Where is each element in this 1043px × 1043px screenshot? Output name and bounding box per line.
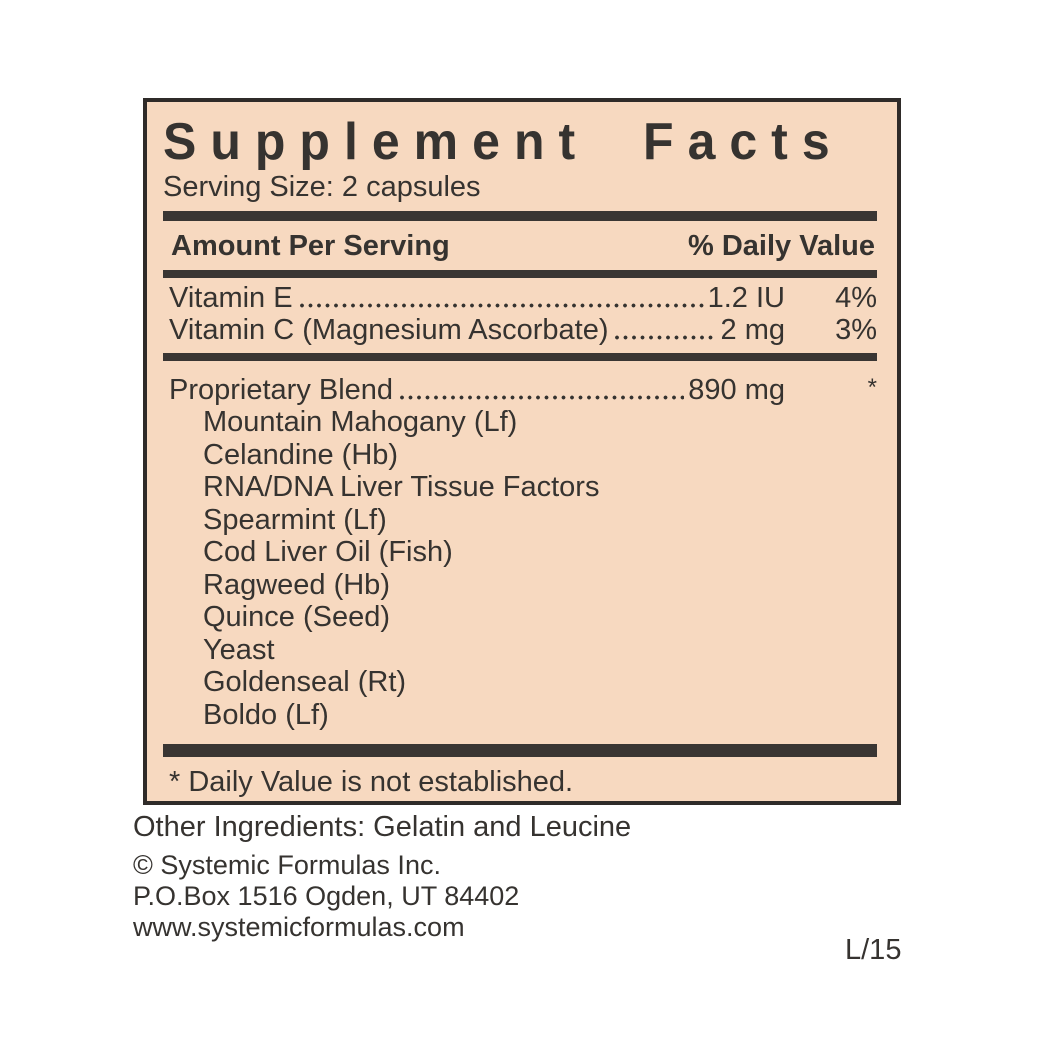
blend-amount: 890 mg (688, 374, 785, 406)
daily-value-header: % Daily Value (688, 230, 875, 262)
blend-ingredient: Ragweed (Hb) (203, 568, 390, 601)
blend-ingredient-list (203, 406, 877, 731)
proprietary-blend-row (163, 374, 877, 406)
other-ingredients: Other Ingredients: Gelatin and Leucine (133, 811, 632, 843)
serving-size: Serving Size: 2 capsules (163, 171, 481, 203)
address-line: P.O.Box 1516 Ogden, UT 84402 (133, 881, 520, 911)
blend-ingredient: Yeast (203, 633, 275, 666)
vitamin-e-row (163, 282, 877, 314)
outside-label-text (133, 810, 631, 943)
amount-per-serving-header: Amount Per Serving (171, 230, 450, 262)
daily-value-footnote: * Daily Value is not established. (169, 766, 574, 798)
nutrient-amount: 1.2 IU (707, 282, 785, 314)
nutrient-daily-value: 3% (835, 314, 877, 346)
blend-ingredient: Mountain Mahogany (Lf) (203, 406, 518, 438)
blend-name: Proprietary Blend (169, 374, 394, 406)
nutrient-daily-value: 4% (835, 282, 877, 314)
blend-ingredient: Spearmint (Lf) (203, 503, 387, 536)
blend-ingredient: RNA/DNA Liver Tissue Factors (203, 471, 600, 503)
copyright-line: © Systemic Formulas Inc. (133, 850, 441, 880)
dotted-leader (399, 394, 684, 401)
blend-ingredient: Quince (Seed) (203, 601, 390, 633)
divider-bar-under-vitamins (163, 353, 877, 361)
nutrient-rows (163, 278, 877, 353)
blend-ingredient: Goldenseal (Rt) (203, 666, 407, 698)
nutrient-amount: 2 mg (720, 314, 785, 346)
blend-ingredient: Celandine (Hb) (203, 438, 399, 471)
panel-title: Supplement Facts (163, 112, 844, 171)
divider-bar-thick-top (163, 211, 877, 221)
blend-ingredient: Boldo (Lf) (203, 698, 329, 731)
blend-daily-value-asterisk: * (867, 374, 877, 401)
dotted-leader (299, 302, 704, 309)
company-info-block (133, 850, 631, 943)
header-row (163, 221, 877, 270)
nutrient-name: Vitamin E (169, 282, 293, 314)
vitamin-c-row (163, 314, 877, 346)
website-line: www.systemicformulas.com (133, 912, 465, 942)
divider-bar-thick-bottom (163, 744, 877, 757)
dotted-leader (614, 334, 716, 341)
divider-bar-under-header (163, 270, 877, 278)
label-code: L/15 (845, 934, 902, 966)
blend-ingredient: Cod Liver Oil (Fish) (203, 536, 453, 568)
nutrient-name: Vitamin C (Magnesium Ascorbate) (169, 314, 609, 346)
proprietary-blend-section (163, 374, 877, 731)
supplement-facts-panel (143, 98, 901, 805)
